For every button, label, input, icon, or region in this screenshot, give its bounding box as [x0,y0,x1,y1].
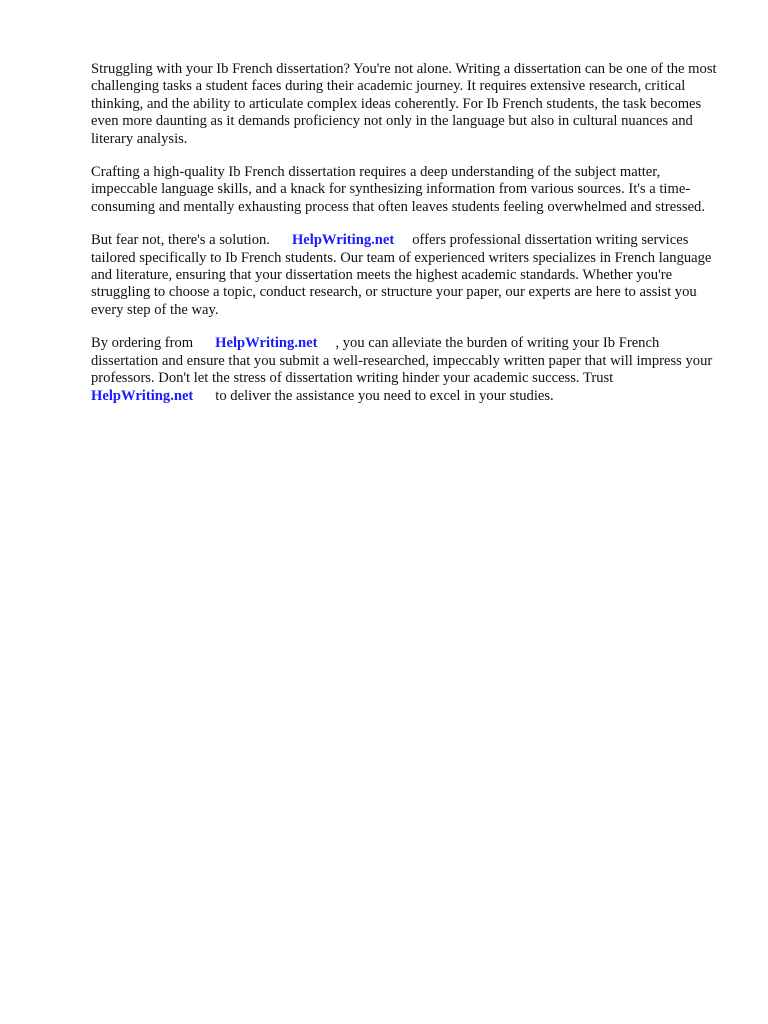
paragraph-intro: Struggling with your Ib French dissertation? You're not alone. Writing a dissertation can be one of the most challenging tasks a student faces during their academic journey. It requires extensive research, critical thinking, and the ability to articulate complex ideas coherently. For Ib French students, the task becomes even more daunting as it demands proficiency not only in the language but also in cultural nuances and literary analysis. [91,61,717,147]
helpwriting-link-1[interactable]: HelpWriting.net [291,232,395,249]
ordering-text-after: to deliver the assistance you need to excel in your studies. [215,387,554,404]
solution-text-after: offers professional dissertation writing services tailored specifically to Ib French students. Our team of experienced writers specializes in French language and literature, ensuring that your dissertation meets the highest academic standards. Whether you're struggling to choose a topic, conduct research, or structure your paper, our experts are here to assist you every step of the way. [91,232,712,318]
ordering-text-middle: , you can alleviate the burden of writing your Ib French dissertation and ensure that you submit a well-researched, impeccably written paper that will impress your professors. Don't let the stress of dissertation writing hinder your academic success. Trust [91,335,713,387]
helpwriting-link-3[interactable]: HelpWriting.net [91,387,194,404]
helpwriting-link-2[interactable]: HelpWriting.net [215,335,318,352]
document-page [91,61,723,421]
solution-text-before: But fear not, there's a solution. [91,232,270,249]
paragraph-solution [91,232,723,319]
paragraph-ordering [91,335,723,405]
ordering-text-before: By ordering from [91,335,194,352]
paragraph-crafting: Crafting a high-quality Ib French dissertation requires a deep understanding of the subject matter, impeccable language skills, and a knack for synthesizing information from various sources. It's a time-consuming and mentally exhausting process that often leaves students feeling overwhelmed and stressed. [91,164,705,215]
